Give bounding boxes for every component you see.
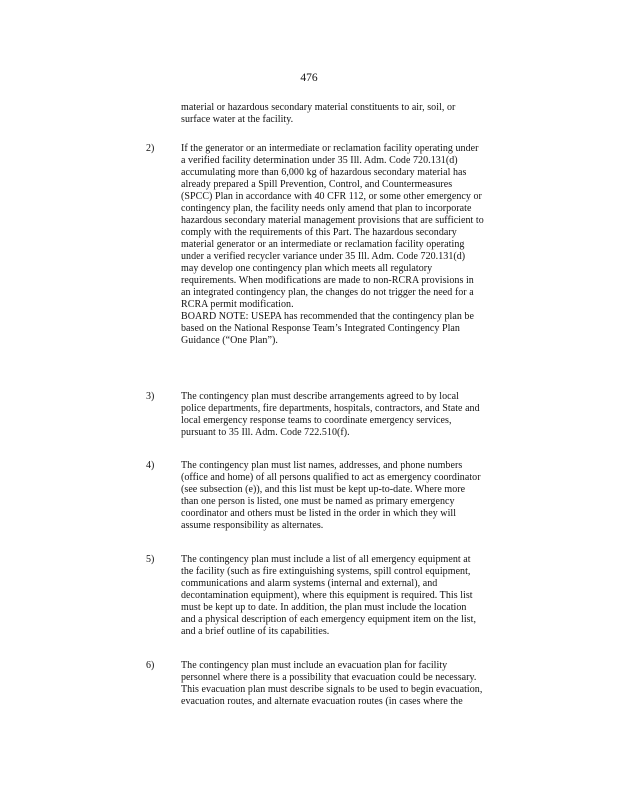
intro-line: surface water at the facility. <box>181 114 294 125</box>
page-number: 476 <box>300 72 318 84</box>
item-line: comply with the requirements of this Part. The hazardous secondary <box>181 227 457 238</box>
item-line: may develop one contingency plan which meets all regulatory <box>181 263 433 274</box>
item-number: 6) <box>146 660 155 671</box>
item-line: assume responsibility as alternates. <box>181 520 324 531</box>
item-line: (see subsection (e)), and this list must be kept up-to-date. Where more <box>181 484 466 495</box>
item-line: The contingency plan must list names, addresses, and phone numbers <box>181 460 463 471</box>
item-line: already prepared a Spill Prevention, Control, and Countermeasures <box>181 179 453 190</box>
item-line: and a physical description of each emergency equipment item on the list, <box>181 614 476 625</box>
item-line: material generator or an intermediate or reclamation facility operating <box>181 239 465 250</box>
board-note-line: Guidance (“One Plan”). <box>181 335 278 346</box>
item-line: decontamination equipment), where this equipment is required. This list <box>181 590 473 601</box>
intro-line: material or hazardous secondary material constituents to air, soil, or <box>181 102 456 113</box>
item-line: communications and alarm systems (internal and external), and <box>181 578 438 589</box>
item-line: accumulating more than 6,000 kg of hazardous secondary material has <box>181 167 467 178</box>
item-line: The contingency plan must include an evacuation plan for facility <box>181 660 448 671</box>
item-line: The contingency plan must describe arrangements agreed to by local <box>181 391 459 402</box>
item-line: If the generator or an intermediate or reclamation facility operating under <box>181 143 479 154</box>
item-line: the facility (such as fire extinguishing systems, spill control equipment, <box>181 566 471 577</box>
item-number: 2) <box>146 143 155 154</box>
item-line: must be kept up to date. In addition, the plan must include the location <box>181 602 467 613</box>
item-line: (office and home) of all persons qualified to act as emergency coordinator <box>181 472 481 483</box>
item-line: and a brief outline of its capabilities. <box>181 626 330 637</box>
item-line: than one person is listed, one must be named as primary emergency <box>181 496 455 507</box>
item-line: under a verified recycler variance under 35 Ill. Adm. Code 720.131(d) <box>181 251 466 262</box>
board-note-line: based on the National Response Team’s Integrated Contingency Plan <box>181 323 460 334</box>
item-line: contingency plan, the facility needs only amend that plan to incorporate <box>181 203 472 214</box>
item-line: coordinator and others must be listed in the order in which they will <box>181 508 457 519</box>
item-line: personnel where there is a possibility that evacuation could be necessary. <box>181 672 477 683</box>
board-note-line: BOARD NOTE: USEPA has recommended that the contingency plan be <box>181 311 474 322</box>
item-line: pursuant to 35 Ill. Adm. Code 722.510(f). <box>181 427 350 438</box>
item-number: 3) <box>146 391 155 402</box>
item-line: The contingency plan must include a list of all emergency equipment at <box>181 554 471 565</box>
item-line: This evacuation plan must describe signals to be used to begin evacuation, <box>181 684 483 695</box>
item-line: requirements. When modifications are made to non-RCRA provisions in <box>181 275 474 286</box>
item-line: an integrated contingency plan, the changes do not trigger the need for a <box>181 287 474 298</box>
item-line: hazardous secondary material management provisions that are sufficient to <box>181 215 484 226</box>
item-number: 4) <box>146 460 155 471</box>
item-line: local emergency response teams to coordinate emergency services, <box>181 415 452 426</box>
item-line: police departments, fire departments, hospitals, contractors, and State and <box>181 403 480 414</box>
item-line: evacuation routes, and alternate evacuation routes (in cases where the <box>181 696 463 707</box>
item-number: 5) <box>146 554 155 565</box>
item-line: RCRA permit modification. <box>181 299 294 310</box>
item-line: a verified facility determination under 35 Ill. Adm. Code 720.131(d) <box>181 155 458 166</box>
item-line: (SPCC) Plan in accordance with 40 CFR 112, or some other emergency or <box>181 191 482 202</box>
